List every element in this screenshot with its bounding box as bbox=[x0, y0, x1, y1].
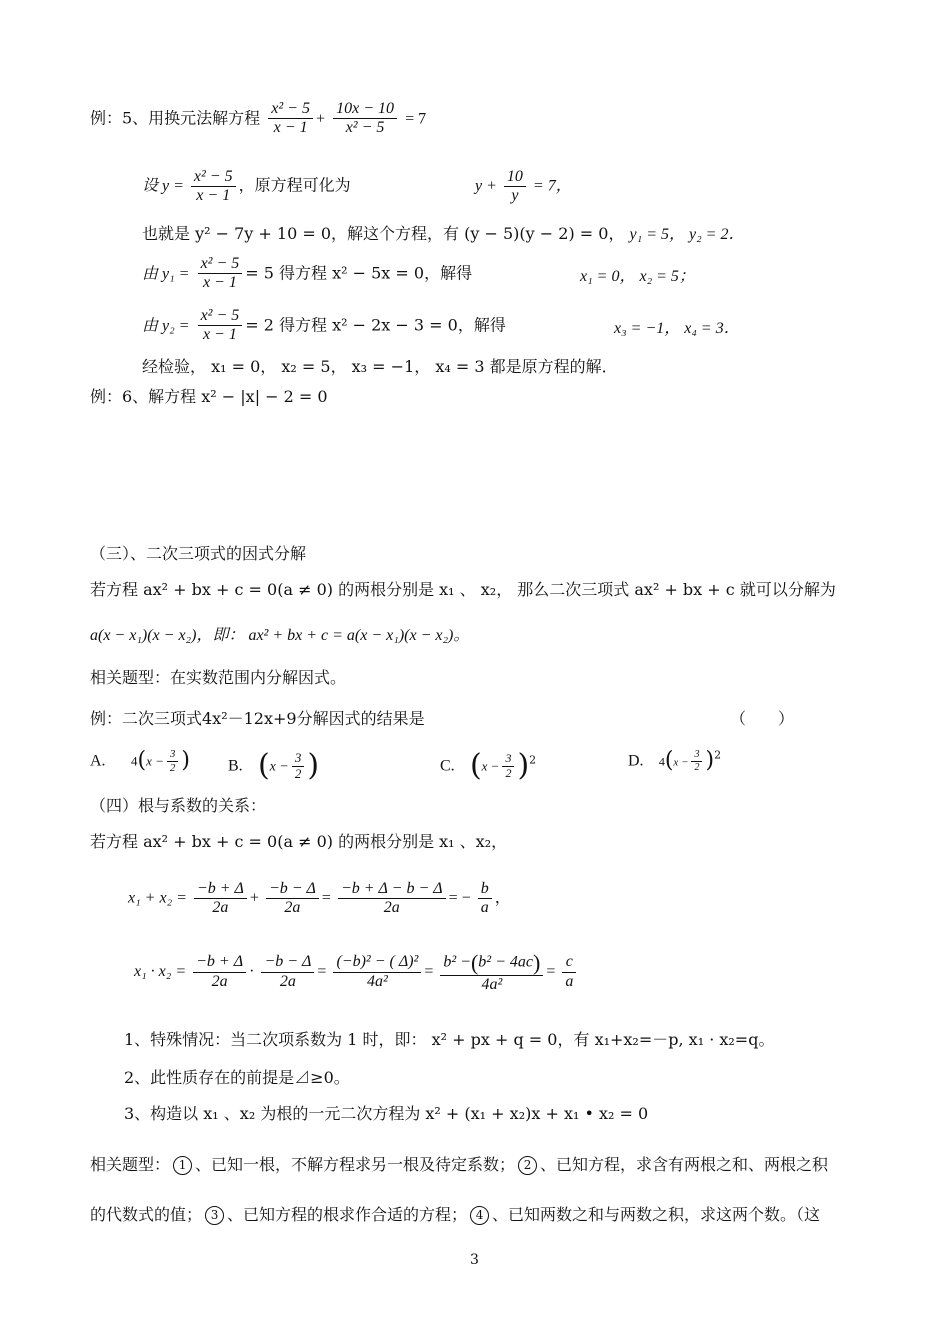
answer-bracket: （ ） bbox=[730, 709, 795, 728]
circled-number-2: 2 bbox=[518, 1156, 537, 1175]
fraction: $\frac{\text{x² − 5}}{x - 1}$ bbox=[198, 307, 243, 345]
section-4-heading: （四）根与系数的关系： bbox=[90, 796, 267, 815]
fraction: $\frac{-b + \Delta - b - \Delta}{2a}$ bbox=[338, 880, 446, 918]
option-d: D. 4(x − $\frac{3}{2}$ )$^2$ bbox=[628, 748, 722, 773]
check-line: 经检验， x₁ = 0， x₂ = 5， x₃ = −1， x₄ = 3 都是原方程的解． bbox=[142, 357, 618, 376]
fraction: $\frac{\text{x² − 5}}{x - 1}$ bbox=[191, 168, 236, 206]
item-3: 3、构造以 x₁ 、x₂ 为根的一元二次方程为 x² + (x₁ + x₂)x + x₁ • x₂ = 0 bbox=[124, 1104, 649, 1123]
fraction: $\frac{-b - \Delta}{2a}$ bbox=[266, 880, 319, 918]
fraction: $\frac{10x - 10}{\text{x² − 5}}$ bbox=[333, 100, 397, 138]
product-of-roots-formula: x₁ · x₂ = $\frac{-b + \Delta}{2a}$ · $\frac{-b - \Delta}{2a}$ = $\frac{\text{(−b)² − ( Δ)²}}{\text{4a²}}$ = $\frac{\text{b² −(b² − 4ac)}}{\text{4a²}}$ = $\frac{c}{a}$ bbox=[134, 950, 579, 995]
item-1: 1、特殊情况：当二次项系数为 1 时，即： x² + px + q = 0，有 x₁+x₂=－p, x₁ · x₂=q。 bbox=[124, 1030, 775, 1049]
example-5-title: 例：5、用换元法解方程 $\frac{\text{x² − 5}}{x - 1}$ + $\frac{10x - 10}{\text{x² − 5}}$ = 7 bbox=[90, 100, 427, 137]
fraction: $\frac{3}{2}$ bbox=[502, 752, 514, 781]
section-3-related: 相关题型：在实数范围内分解因式。 bbox=[90, 668, 347, 687]
section-3-line-2: a(x − x₁)(x − x₂)，即： ax² + bx + c = a(x − x₁)(x − x₂)。 bbox=[90, 627, 470, 644]
fraction: $\frac{-b + \Delta}{2a}$ bbox=[194, 880, 247, 918]
fraction: $\frac{10}{y}$ bbox=[504, 168, 526, 206]
related-problems-line-1: 相关题型： 1 、已知一根，不解方程求另一根及待定系数； 2 、已知方程，求含有两根之和、两根之积 bbox=[90, 1155, 829, 1174]
option-c: C. (x − $\frac{3}{2}$ )$^2$ bbox=[440, 748, 537, 783]
example-6-title: 例：6、解方程 x² − |x| − 2 = 0 bbox=[90, 387, 328, 406]
page-number: 3 bbox=[470, 1252, 479, 1268]
circled-number-3: 3 bbox=[205, 1206, 224, 1225]
case-1-roots: x₁ = 0， x₂ = 5； bbox=[580, 268, 695, 285]
fraction: $\frac{3}{2}$ bbox=[167, 748, 179, 774]
section-3-line-1: 若方程 ax² + bx + c = 0(a ≠ 0) 的两根分别是 x₁ 、 x₂， 那么二次三项式 ax² + bx + c 就可以分解为 bbox=[90, 580, 836, 599]
circled-number-4: 4 bbox=[470, 1206, 489, 1225]
case-2-line: 由 y₂ = $\frac{\text{x² − 5}}{x - 1}$ = 2 得方程 x² − 2x − 3 = 0，解得 bbox=[142, 307, 506, 344]
fraction: $\frac{\text{x² − 5}}{x - 1}$ bbox=[268, 100, 313, 138]
case-2-roots: x₃ = −1， x₄ = 3． bbox=[614, 320, 740, 337]
section-4-line-1: 若方程 ax² + bx + c = 0(a ≠ 0) 的两根分别是 x₁ 、x₂， bbox=[90, 832, 508, 851]
section-3-heading: （三）、二次三项式的因式分解 bbox=[90, 544, 307, 563]
option-a: A. 4(x − $\frac{3}{2}$ ) bbox=[90, 748, 190, 774]
case-1-line: 由 y₁ = $\frac{\text{x² − 5}}{x - 1}$ = 5 得方程 x² − 5x = 0，解得 bbox=[142, 255, 473, 292]
fraction: $\frac{-b - \Delta}{2a}$ bbox=[261, 953, 314, 991]
related-problems-line-2: 的代数式的值； 3 、已知方程的根求作合适的方程； 4 、已知两数之和与两数之积，求这两个数。（这 bbox=[90, 1205, 821, 1224]
item-2: 2、此性质存在的前提是⊿≥0。 bbox=[124, 1068, 350, 1087]
circled-number-1: 1 bbox=[173, 1156, 192, 1175]
substitution-line: 设 y = $\frac{\text{x² − 5}}{x - 1}$ ，原方程可化为 bbox=[142, 168, 351, 205]
section-3-example: 例：二次三项式4x²－12x+9分解因式的结果是 bbox=[90, 709, 425, 728]
fraction: $\frac{\text{x² − 5}}{x - 1}$ bbox=[198, 255, 243, 293]
fraction: $\frac{c}{a}$ bbox=[562, 953, 576, 991]
fraction: $\frac{3}{2}$ bbox=[691, 749, 702, 773]
fraction: $\frac{b}{a}$ bbox=[478, 880, 492, 918]
sum-of-roots-formula: x₁ + x₂ = $\frac{-b + \Delta}{2a}$ + $\frac{-b - \Delta}{2a}$ = $\frac{-b + \Delta - b - \Delta}{2a}$ = − $\frac{b}{a}$ ， bbox=[128, 880, 511, 917]
fraction: $\frac{3}{2}$ bbox=[292, 751, 305, 782]
option-b: B. (x − $\frac{3}{2}$ ) bbox=[228, 748, 320, 783]
fraction: $\frac{\text{b² −(b² − 4ac)}}{\text{4a²}}$ bbox=[440, 950, 543, 995]
substituted-equation: y + $\frac{10}{y}$ = 7， bbox=[475, 168, 572, 205]
fraction: $\frac{-b + \Delta}{2a}$ bbox=[193, 953, 246, 991]
fraction: $\frac{\text{(−b)² − ( Δ)²}}{\text{4a²}}$ bbox=[333, 953, 421, 991]
step-line: 也就是 y² − 7y + 10 = 0，解这个方程，有 (y − 5)(y − 2) = 0， y₁ = 5， y₂ = 2． bbox=[142, 224, 745, 243]
